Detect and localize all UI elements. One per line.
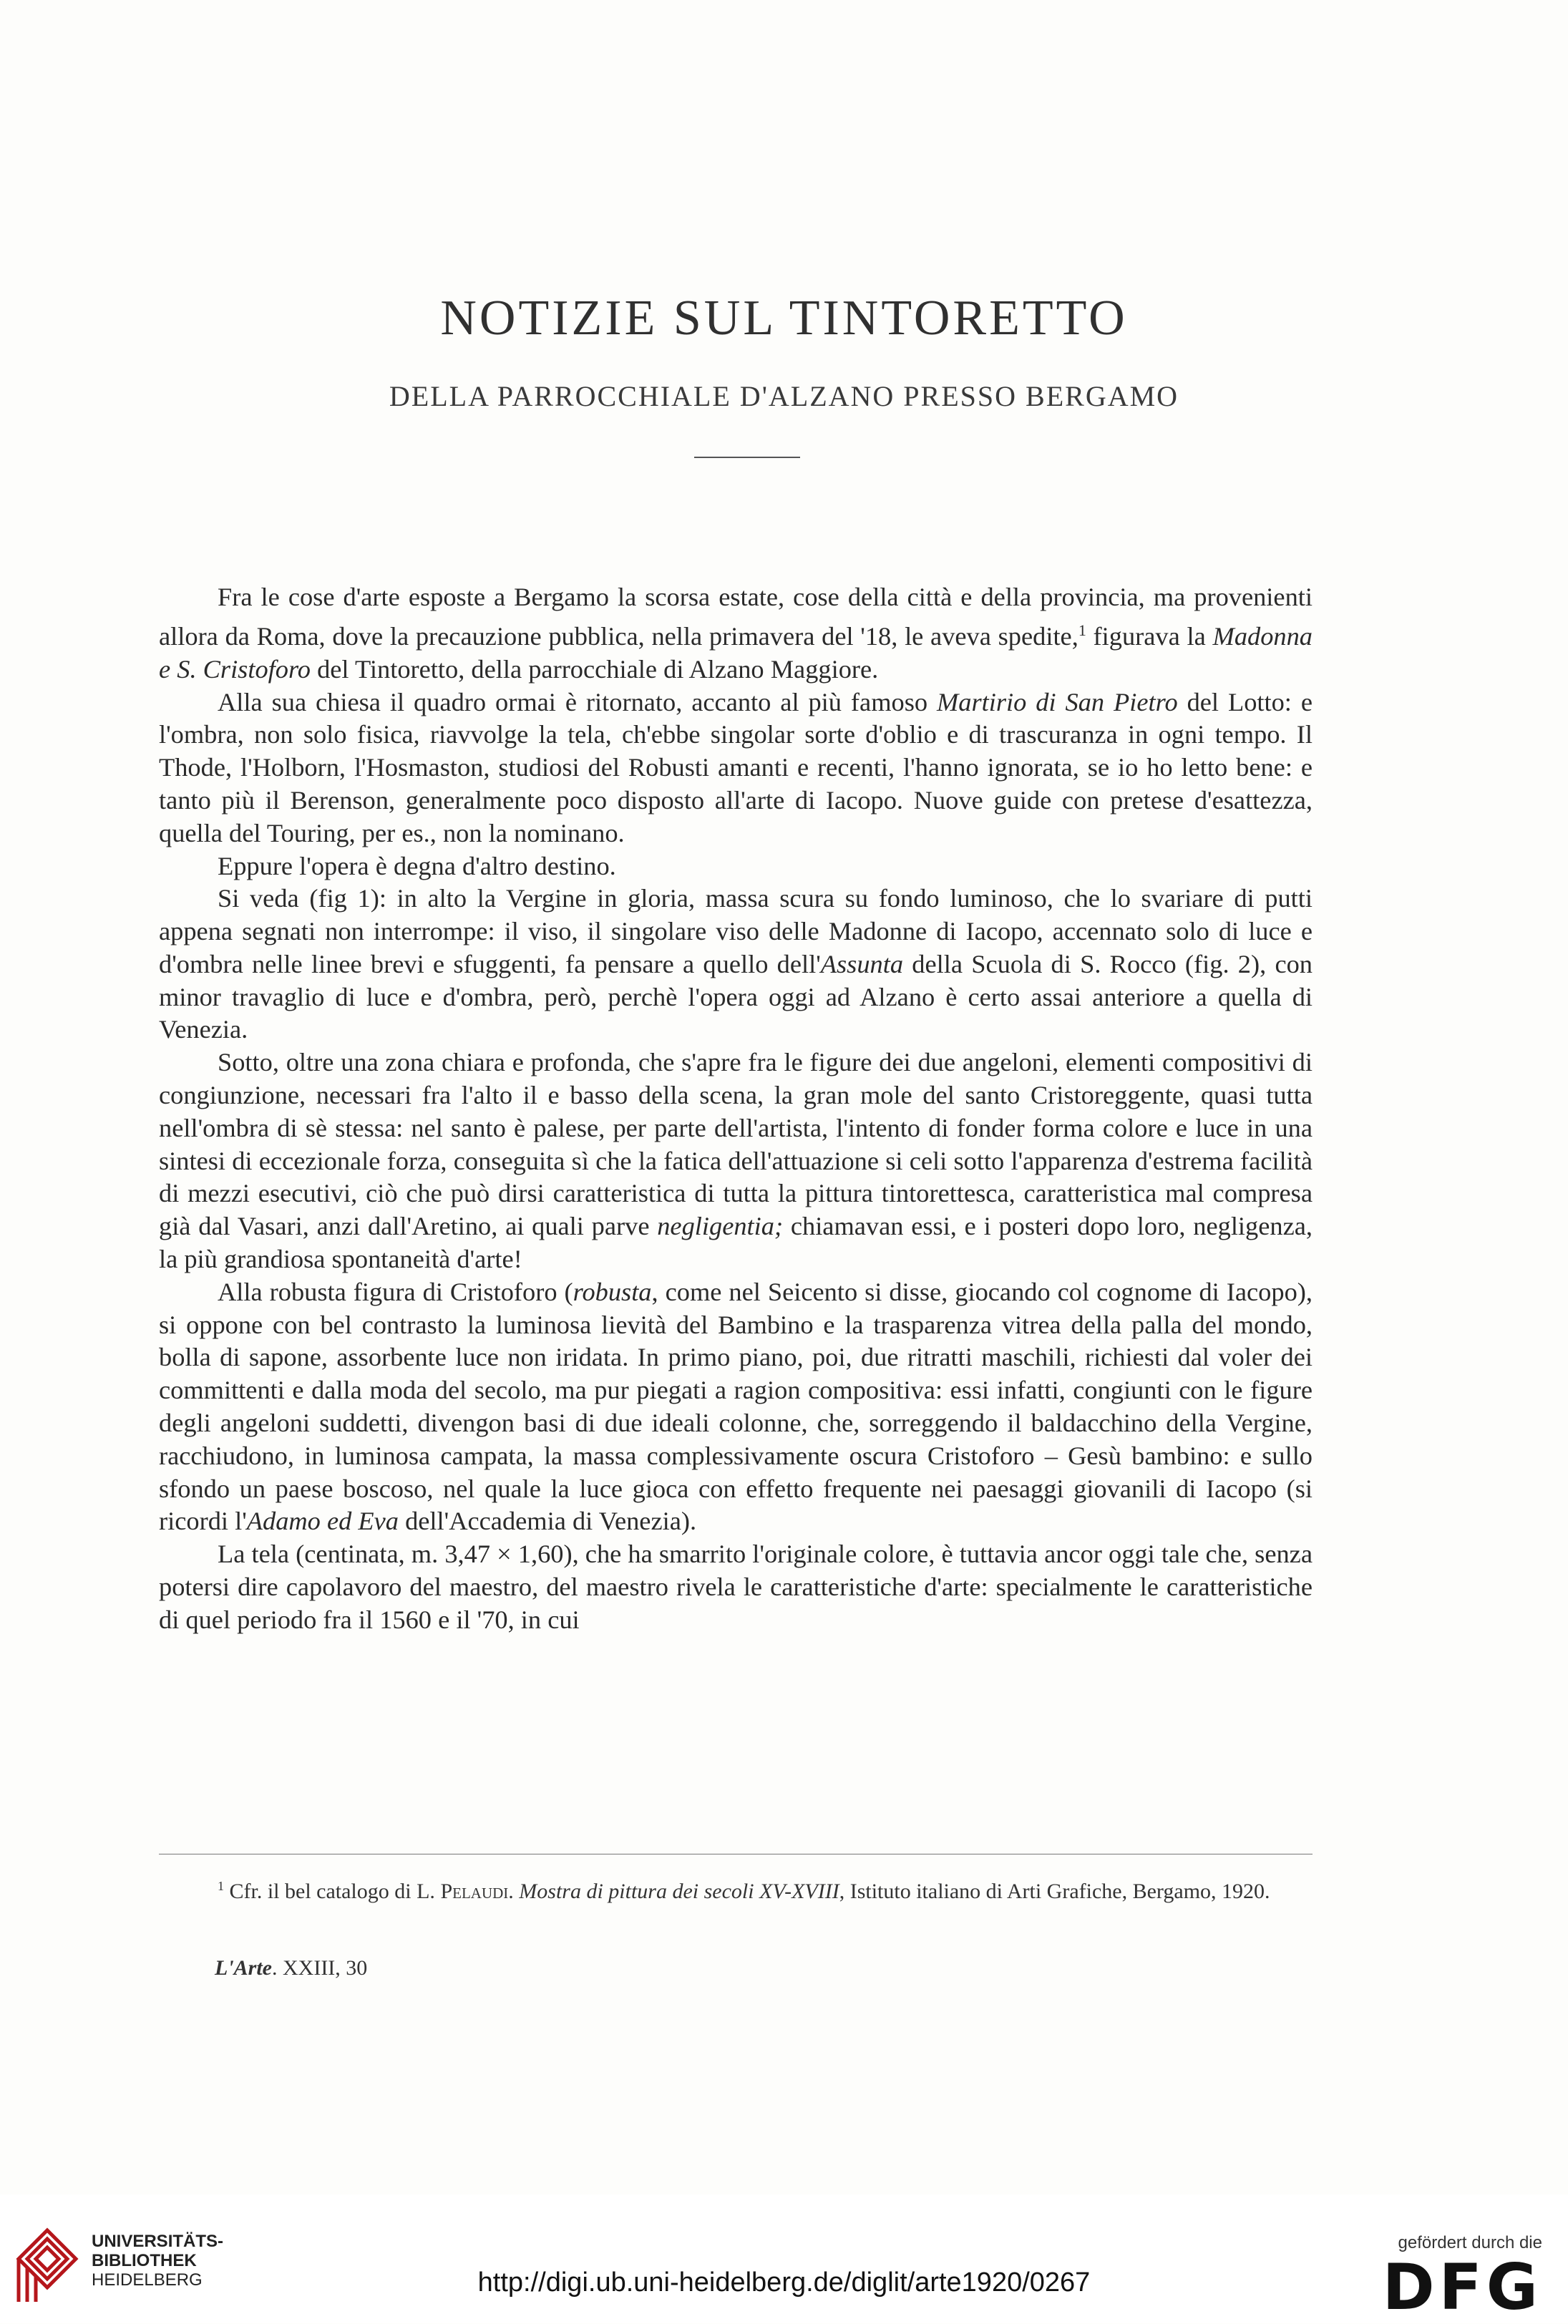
paragraph-5 [159, 1046, 1313, 1276]
article-title: NOTIZIE SUL TINTORETTO [440, 291, 1128, 346]
paragraph-1 [159, 581, 1313, 686]
text-run: , Istituto italiano di Arti Grafiche, Bergamo, 1920. [839, 1880, 1270, 1903]
text-run: Alla robusta figura di Cristoforo ( [218, 1277, 573, 1306]
artwork-title: Martirio di San Pietro [936, 687, 1178, 716]
dfg-logo-icon[interactable]: DFG [1382, 2250, 1542, 2324]
work-title: Mostra di pittura dei secoli XV-XVIII [519, 1880, 839, 1903]
artwork-title: Madonna e S. Cristoforo [159, 621, 1313, 684]
footnote-text [159, 1870, 1313, 1907]
paragraph-7: La tela (centinata, m. 3,47 × 1,60), che ha smarrito l'originale colore, è tuttavia ancor oggi tale che, senza potersi dire capolavoro del maestro, del maestro rivela le caratteristiche d'arte: specialmente le caratteristiche di quel periodo fra il 1560 e il '70, in cui [159, 1540, 1313, 1634]
text-run: dell'Accademia di Venezia). [398, 1507, 697, 1536]
digitization-footer [0, 2194, 1568, 2323]
artwork-title: Adamo ed Eva [246, 1507, 399, 1536]
text-run: figurava la [1086, 621, 1213, 651]
emphasis: negligentia; [657, 1212, 784, 1241]
footnote [159, 1870, 1313, 1907]
text-run: del Lotto: e l'ombra, non solo fisica, riavvolge la tela, ch'ebbe singolar sorte d'oblio e di trascuranza in ogni tempo. Il Thode, l'Holborn, l'Hosmaston, studiosi del Robusti amanti e recenti, l'hanno ignorata, se io ho letto bene: e tanto più il Berenson, generalmente poco disposto all'arte di Iacopo. Nuove guide con pretese d'esattezza, quella del Touring, per es., non la nominano. [159, 687, 1313, 847]
text-run: Sotto, oltre una zona chiara e profonda, che s'apre fra le figure dei due angeloni, elementi compositivi di congiunzione, necessari fra l'alto il e basso della scena, la gran mole del santo Cristoreggente, quasi tutta nell'ombra di sè stessa: nel santo è palese, per parte dell'artista, l'intento di fonder forma colore e luce in una sintesi di eccezionale forza, conseguita sì che la fatica dell'attuazione si celi sotto l'apparenza d'estrema facilità di mezzi esecutivi, ciò che può dirsi caratteristica di tutta la pittura tintorettesca, caratteristica mal compresa già dal Vasari, anzi dall'Aretino, ai quali parve [159, 1048, 1313, 1241]
text-run: . [508, 1880, 520, 1903]
sponsor-caption: gefördert durch die [1398, 2233, 1542, 2252]
text-run: , come nel Seicento si disse, giocando col cognome di Iacopo), si oppone con bel contrasto la luminosa lievità del Bambino e la trasparenza vitrea della palla del mondo, bolla di sapone, assorbente luce non iridata. In primo piano, poi, due ritratti maschili, richiesti dal voler dei committenti e dalla moda del secolo, ma pur piegati a ragion compositiva: essi infatti, congiunti con le figure degli angeloni suddetti, divengon basi di due ideali colonne, che, sorreggendo il baldacchino della Vergine, racchiudono, in luminosa campata, la massa complessivamente oscura Cristoforo – Gesù bambino: e sullo sfondo un paese boscoso, nel quale la luce gioca con effetto frequente nei paesaggi giovanili di Iacopo (si ricordi l' [159, 1277, 1313, 1536]
footnote-reference[interactable]: 1 [1078, 621, 1086, 639]
volume-ref: . XXIII, 30 [272, 1956, 368, 1980]
text-run: chiamavan essi, e i posteri dopo loro, negligenza, la più grandiosa spontaneità d'arte! [159, 1212, 1313, 1274]
text-run: del Tintoretto, della parrocchiale di Alzano Maggiore. [310, 654, 879, 684]
paragraph-2 [159, 686, 1313, 850]
library-line-2: BIBLIOTHEK [92, 2251, 197, 2270]
article-subtitle: DELLA PARROCCHIALE D'ALZANO PRESSO BERGAMO [389, 380, 1179, 412]
text-run: Cfr. il bel catalogo di L. [224, 1880, 441, 1903]
journal-signature [215, 1956, 367, 1980]
title-divider [694, 457, 800, 458]
text-run: Si veda (fig 1): in alto la Vergine in gloria, massa scura su fondo luminoso, che lo svariare di putti appena segnati non interrompe: il viso, il singolare viso delle Madonne di Iacopo, accennato solo di luce e d'ombra nelle linee brevi e sfuggenti, fa pensare a quello dell' [159, 884, 1313, 978]
library-line-3: HEIDELBERG [92, 2270, 203, 2290]
text-run: della Scuola di S. Rocco (fig. 2), con minor travaglio di luce e d'ombra, però, perchè l'opera oggi ad Alzano è certo assai anteriore a quella di Venezia. [159, 949, 1313, 1044]
library-line-1: UNIVERSITÄTS- [92, 2232, 224, 2251]
permalink-url[interactable]: http://digi.ub.uni-heidelberg.de/diglit/arte1920/0267 [477, 2267, 1091, 2298]
footnote-mark: 1 [218, 1879, 224, 1893]
text-run: Alla sua chiesa il quadro ormai è ritornato, accanto al più famoso [218, 687, 937, 716]
article-body [159, 581, 1313, 1637]
paragraph-6 [159, 1276, 1313, 1538]
author-name: Pelaudi [440, 1880, 509, 1903]
paragraph-3: Eppure l'opera è degna d'altro destino. [218, 851, 616, 880]
artwork-title: Assunta [820, 949, 904, 978]
text-run: Fra le cose d'arte esposte a Bergamo la scorsa estate, cose della città e della provincia, ma provenienti allora da Roma, dove la precauzione pubblica, nella primavera del '18, le aveva spedite, [159, 583, 1313, 651]
paragraph-4 [159, 883, 1313, 1046]
emphasis: robusta [573, 1277, 652, 1306]
journal-name: L'Arte [215, 1956, 272, 1980]
